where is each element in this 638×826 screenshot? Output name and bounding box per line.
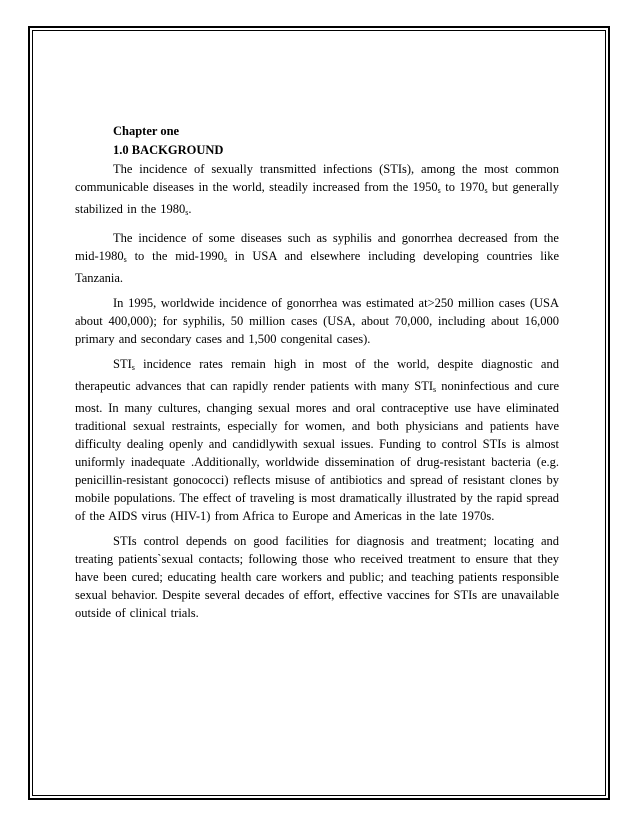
section-heading: 1.0 BACKGROUND (113, 143, 224, 157)
paragraph-5: STIs control depends on good facilities for diagnosis and treatment; locating and treating patients`sexual contacts; following those who received treatment to ensure that they have been cured; educating health care workers and public; and teaching patients responsible sexual behavior. Despite several decades of effort, effective vaccines for STIs are unavailable outside of clinical trials. (75, 534, 559, 620)
document-body (75, 122, 559, 629)
paragraph-2: The incidence of some diseases such as syphilis and gonorrhea decreased from the mid-$1980_s$ to the mid-$1990_s$ in USA and elsewhere including developing countries like Tanzania. (75, 231, 559, 285)
paragraph-4: $STI_s$ incidence rates remain high in most of the world, despite diagnostic and therapeutic advances that can rapidly render patients with many $STI_s$ noninfectious and cure most. In many cultures, changing sexual mores and oral contraceptive use have eliminated traditional sexual restraints, especially for women, and both physicians and patients have difficulty dealing openly and candidlywith sexual issues. Funding to control STIs is almost uniformly inadequate .Additionally, worldwide dissemination of drug-resistant bacteria (e.g. penicillin-resistant gonococci) reflects misuse of antibiotics and spread of resistant clones by mobile populations. The effect of traveling is most dramatically illustrated by the rapid spread of the AIDS virus (HIV-1) from Africa to Europe and Americas in the late 1970s. (75, 357, 559, 523)
chapter-heading: Chapter one (113, 124, 180, 138)
paragraph-1: The incidence of sexually transmitted infections (STIs), among the most common communicable diseases in the world, steadily increased from the $1950_s$ to $1970_s$ but generally stabilized in the $1980_s$. (75, 162, 559, 217)
paragraph-3: In 1995, worldwide incidence of gonorrhea was estimated at>250 million cases (USA about 400,000); for syphilis, 50 million cases (USA, about 70,000, including about 16,000 primary and secondary cases and 1,500 congenital cases). (75, 296, 559, 346)
